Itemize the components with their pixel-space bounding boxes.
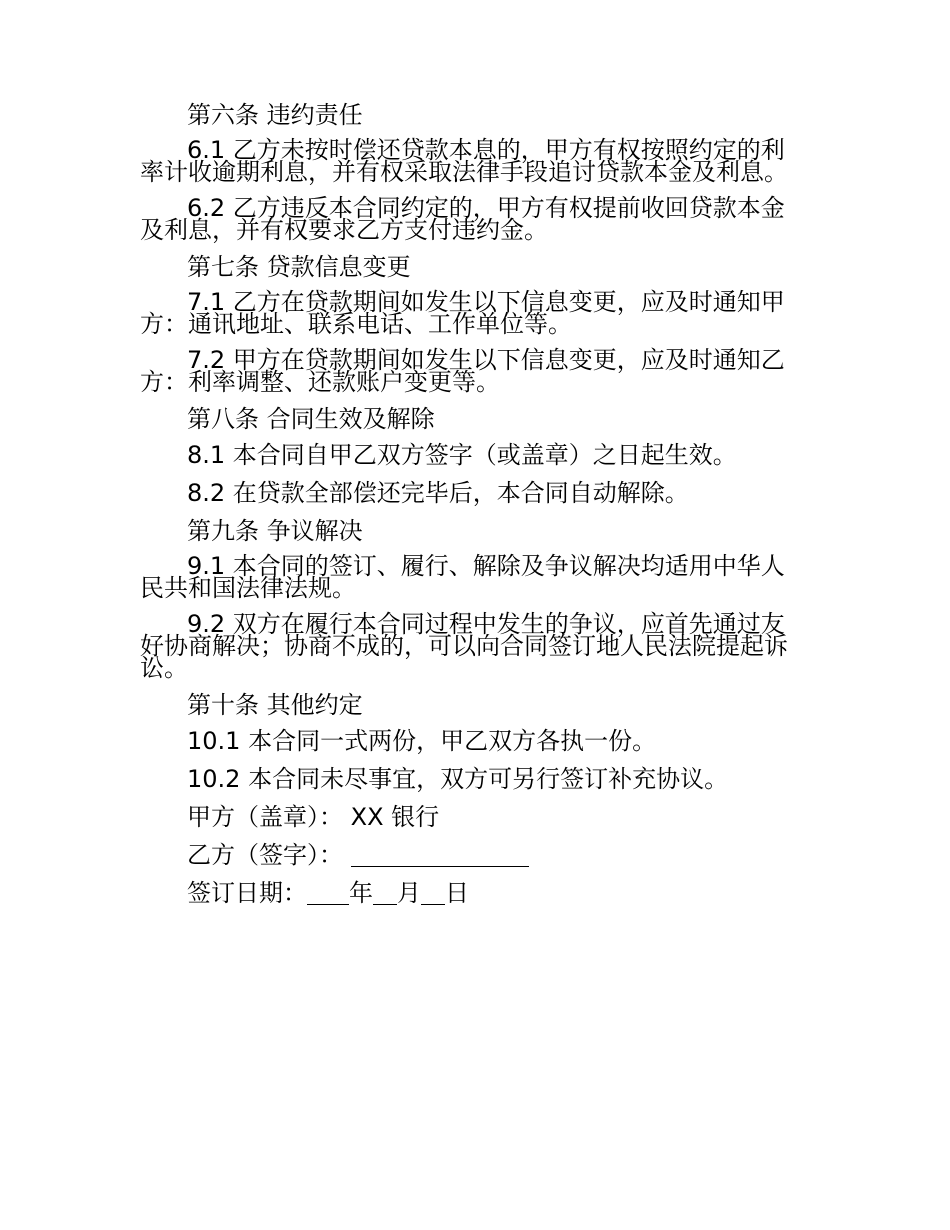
clause-9-2	[140, 610, 808, 682]
clause-9-2-line-1: 9.2 双方在履行本合同过程中发生的争议，应首先通过友	[187, 610, 785, 638]
clause-9-1-line-2: 民共和国法律法规。	[140, 574, 356, 602]
clause-6-2-line-2: 及利息，并有权要求乙方支付违约金。	[140, 216, 548, 244]
clause-7-1-line-2: 方：通讯地址、联系电话、工作单位等。	[140, 310, 572, 338]
sign-date-label: 签订日期：	[187, 879, 307, 907]
clause-9-1-line-1: 9.1 本合同的签订、履行、解除及争议解决均适用中华人	[187, 552, 785, 580]
clause-9-1	[140, 552, 808, 602]
party-b-signature-blank	[351, 844, 529, 867]
clause-6-1-line-1: 6.1 乙方未按时偿还贷款本息的，甲方有权按照约定的利	[187, 136, 785, 164]
clause-10-1: 10.1 本合同一式两份，甲乙双方各执一份。	[187, 727, 657, 755]
clause-7-1	[140, 288, 808, 338]
article-10-title: 第十条 其他约定	[187, 691, 363, 719]
party-a-signature: 甲方（盖章）： XX 银行	[187, 803, 440, 831]
clause-6-1	[140, 136, 808, 186]
clause-9-2-line-2: 好协商解决；协商不成的，可以向合同签订地人民法院提起诉	[140, 632, 788, 660]
clause-6-2-line-1: 6.2 乙方违反本合同约定的，甲方有权提前收回贷款本金	[187, 194, 785, 222]
year-blank	[307, 882, 349, 905]
month-char: 月	[397, 879, 421, 907]
clause-7-2-line-1: 7.2 甲方在贷款期间如发生以下信息变更，应及时通知乙	[187, 346, 785, 374]
clause-8-2: 8.2 在贷款全部偿还完毕后，本合同自动解除。	[187, 479, 689, 507]
clause-7-2-line-2: 方：利率调整、还款账户变更等。	[140, 368, 500, 396]
clause-6-1-line-2: 率计收逾期利息，并有权采取法律手段追讨贷款本金及利息。	[140, 158, 788, 186]
article-8-title: 第八条 合同生效及解除	[187, 405, 435, 433]
day-blank	[421, 882, 445, 905]
clause-9-2-line-3: 讼。	[140, 654, 188, 682]
day-char: 日	[445, 879, 469, 907]
article-6-title: 第六条 违约责任	[187, 101, 363, 129]
article-9-title: 第九条 争议解决	[187, 517, 363, 545]
clause-10-2: 10.2 本合同未尽事宜，双方可另行签订补充协议。	[187, 765, 729, 793]
clause-7-2	[140, 346, 808, 396]
clause-6-2	[140, 194, 808, 244]
clause-8-1: 8.1 本合同自甲乙双方签字（或盖章）之日起生效。	[187, 441, 737, 469]
contract-body	[140, 103, 808, 919]
clause-7-1-line-1: 7.1 乙方在贷款期间如发生以下信息变更，应及时通知甲	[187, 288, 785, 316]
party-b-signature	[140, 843, 808, 867]
party-b-label: 乙方（签字）：	[187, 841, 343, 869]
month-blank	[373, 882, 397, 905]
sign-date	[140, 881, 808, 905]
year-char: 年	[349, 879, 373, 907]
article-7-title: 第七条 贷款信息变更	[187, 253, 411, 281]
